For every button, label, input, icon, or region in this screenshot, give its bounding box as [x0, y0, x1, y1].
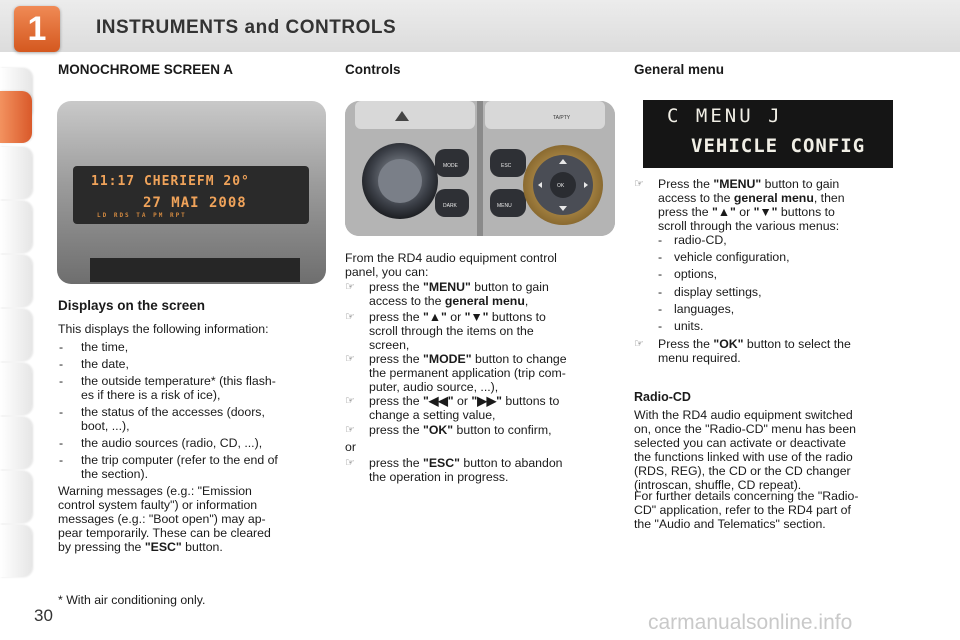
- menu-display-line-1: C MENU J: [667, 105, 783, 127]
- radio-cd-title: Radio-CD: [634, 390, 691, 404]
- side-tab[interactable]: [0, 255, 32, 307]
- hand-pointer-icon: ☞: [345, 281, 355, 293]
- hand-pointer-icon: ☞: [345, 353, 355, 365]
- esc-label: ESC: [501, 163, 512, 169]
- or-text: or: [345, 440, 356, 454]
- dark-label: DARK: [443, 203, 457, 209]
- mode-label: MODE: [443, 163, 458, 169]
- chapter-number-badge: 1: [14, 6, 60, 52]
- hand-pointer-icon: ☞: [345, 457, 355, 469]
- controls-bullet-esc: ☞ press the "ESC" button to abandon the operation in progress.: [345, 456, 563, 484]
- menu-list-item: - languages,: [658, 302, 735, 316]
- menu-list-item: - vehicle configuration,: [658, 250, 790, 264]
- controls-bullet-scroll: ☞ press the "▲" or "▼" buttons to scroll through the items on the screen,: [345, 310, 546, 352]
- lcd-line-2: 27 MAI 2008: [143, 195, 247, 211]
- general-menu-bullet-2: ☞ Press the "OK" button to select the menu required.: [634, 337, 851, 365]
- menu-label: MENU: [497, 203, 512, 209]
- hand-pointer-icon: ☞: [634, 178, 644, 190]
- side-tab-active[interactable]: [0, 91, 32, 143]
- side-tab[interactable]: [0, 147, 32, 199]
- side-tab[interactable]: [0, 363, 32, 415]
- controls-bullet-menu: ☞ press the "MENU" button to gain access to the general menu,: [345, 280, 549, 308]
- further-details-paragraph: For further details concerning the "Radio- CD" application, refer to the RD4 part of the "Audio and Telematics" section.: [634, 489, 859, 531]
- list-item: - the status of the accesses (doors, boot, ...),: [59, 405, 265, 433]
- displays-intro: This displays the following information:: [58, 322, 269, 336]
- page-header: [0, 0, 960, 52]
- hand-pointer-icon: ☞: [634, 338, 644, 350]
- lcd-line-1: 11:17 CHERIEFM 20°: [91, 174, 250, 189]
- ok-label: OK: [557, 183, 565, 189]
- menu-list-item: - radio-CD,: [658, 233, 727, 247]
- monochrome-screen-photo: [57, 101, 326, 284]
- hand-pointer-icon: ☞: [345, 311, 355, 323]
- controls-bullet-mode: ☞ press the "MODE" button to change the permanent application (trip com- puter, audio source, ...),: [345, 352, 567, 394]
- menu-list-item: - display settings,: [658, 285, 762, 299]
- lcd-indicators: LD RDS TA PM RPT: [97, 212, 187, 219]
- list-item: - the outside temperature* (this flash- es if there is a risk of ice),: [59, 374, 276, 402]
- monochrome-screen-title: MONOCHROME SCREEN A: [58, 62, 234, 77]
- lcd-display: [73, 166, 309, 224]
- list-item: - the trip computer (refer to the end of the section).: [59, 453, 278, 481]
- side-tab[interactable]: [0, 309, 32, 361]
- general-menu-title: General menu: [634, 62, 725, 77]
- esc-key: "ESC": [144, 540, 182, 554]
- cd-slot: [90, 258, 300, 282]
- controls-bullet-ok: ☞ press the "OK" button to confirm,: [345, 423, 552, 437]
- controls-bullet-setting: ☞ press the "◀◀" or "▶▶" buttons to change a setting value,: [345, 394, 560, 422]
- list-item: - the date,: [59, 357, 129, 371]
- general-menu-bullet-1: ☞ Press the "MENU" button to gain access to the general menu, then press the "▲" or "▼" buttons to scroll through the various menus:: [634, 177, 845, 233]
- hand-pointer-icon: ☞: [345, 395, 355, 407]
- side-tab[interactable]: [0, 525, 32, 577]
- chapter-title: INSTRUMENTS and CONTROLS: [96, 17, 397, 38]
- ta-pty-label: TA/PTY: [553, 115, 571, 121]
- general-menu-display: [643, 100, 893, 168]
- watermark: carmanualsonline.info: [648, 611, 853, 634]
- side-tab[interactable]: [0, 471, 32, 523]
- side-tab[interactable]: [0, 417, 32, 469]
- control-panel-photo: [345, 101, 615, 236]
- list-item: - the audio sources (radio, CD, ...),: [59, 436, 263, 450]
- warning-paragraph: Warning messages (e.g.: "Emission control system faulty") or information messages (e.g.: "Boot open") may ap- pear temporarily. These can be cleared by pressing the "ESC" button.: [58, 484, 271, 554]
- side-tab[interactable]: [0, 201, 32, 253]
- radio-cd-paragraph: With the RD4 audio equipment switched on, once the "Radio-CD" menu has been selected you can activate or deactivate the functions linked with use of the radio (RDS, REG), the CD or the CD changer (introscan, shuffle, CD repeat).: [634, 408, 857, 492]
- menu-list-item: - units.: [658, 319, 704, 333]
- controls-intro: From the RD4 audio equipment control panel, you can:: [345, 251, 557, 279]
- list-item: - the time,: [59, 340, 129, 354]
- controls-title: Controls: [345, 62, 401, 77]
- footnote: * With air conditioning only.: [58, 593, 206, 607]
- page-number: 30: [34, 606, 53, 625]
- hand-pointer-icon: ☞: [345, 424, 355, 436]
- menu-list-item: - options,: [658, 267, 718, 281]
- displays-title: Displays on the screen: [58, 298, 206, 313]
- menu-display-line-2: VEHICLE CONFIG: [691, 135, 866, 157]
